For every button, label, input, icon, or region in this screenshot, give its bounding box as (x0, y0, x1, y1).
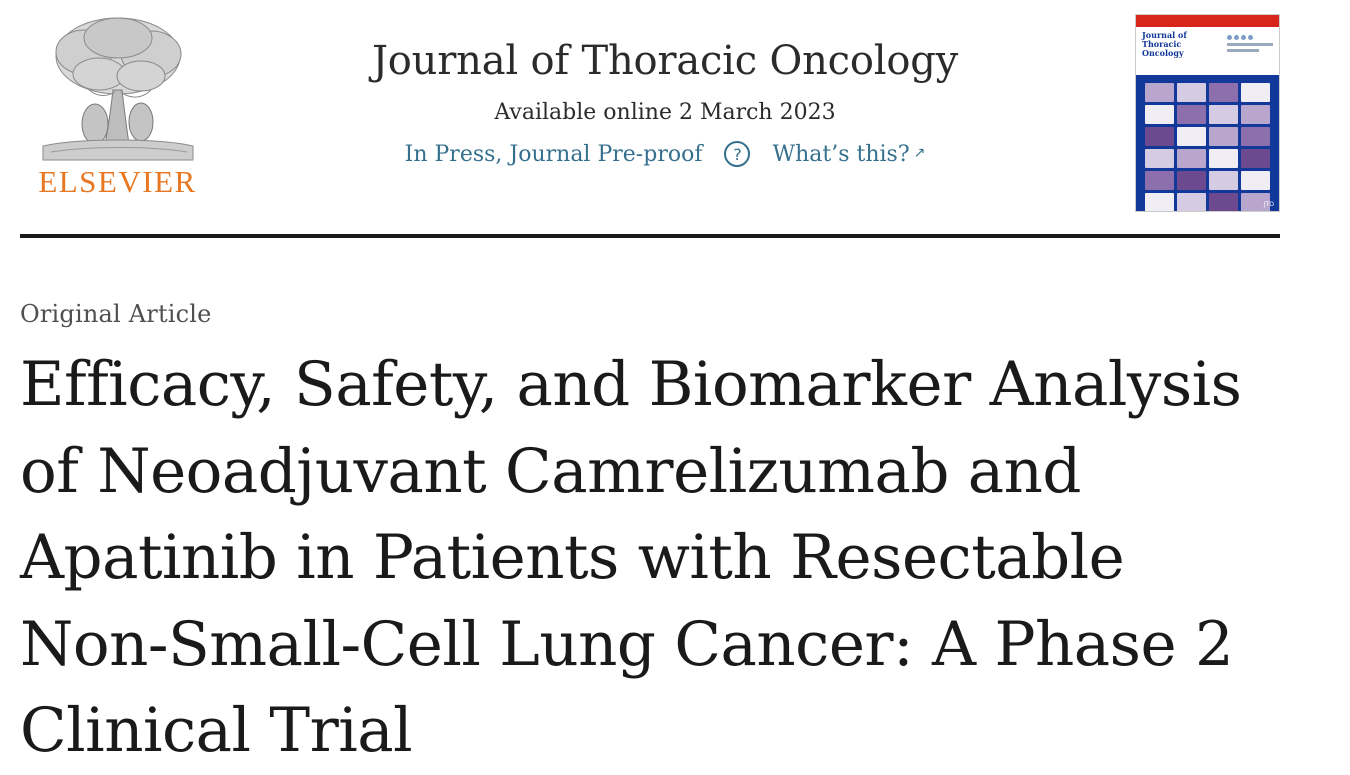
cover-title-line-2: Thoracic (1142, 39, 1182, 49)
whats-this-label: What’s this? (772, 141, 910, 167)
journal-masthead (0, 0, 1350, 222)
question-mark-icon[interactable]: ? (724, 141, 750, 167)
cover-journal-name (1142, 31, 1212, 58)
external-link-arrow-icon: ↗ (913, 144, 926, 161)
elsevier-tree-icon (29, 12, 207, 164)
cover-corner-label: JTO (1263, 201, 1274, 208)
whats-this-link[interactable] (772, 142, 925, 167)
cover-title-line-1: Journal of (1142, 30, 1187, 40)
cover-title-line-3: Oncology (1142, 48, 1184, 58)
publisher-name: ELSEVIER (38, 164, 197, 199)
journal-info (215, 8, 1115, 167)
cover-header (1136, 27, 1279, 75)
page-title: Efficacy, Safety, and Biomarker Analysis of Neoadjuvant Camrelizumab and Apatinib in Patients with Resectable Non-Small-Cell Lung Cancer: A Phase 2 Clinical Trial (20, 349, 1242, 767)
availability-date: Available online 2 March 2023 (494, 100, 836, 125)
cover-artwork (1136, 75, 1279, 212)
article-type-label: Original Article (20, 300, 212, 328)
press-status-label: In Press, Journal Pre-proof (404, 141, 703, 167)
publisher-logo[interactable] (20, 8, 215, 197)
article-header (0, 238, 1350, 775)
journal-status-row (215, 141, 1115, 167)
cover-top-band (1136, 15, 1279, 27)
journal-title: Journal of Thoracic Oncology (371, 38, 959, 84)
society-logo-icon (1227, 35, 1273, 57)
journal-cover-thumbnail[interactable] (1135, 14, 1280, 212)
cover-artwork-grid (1145, 83, 1270, 212)
